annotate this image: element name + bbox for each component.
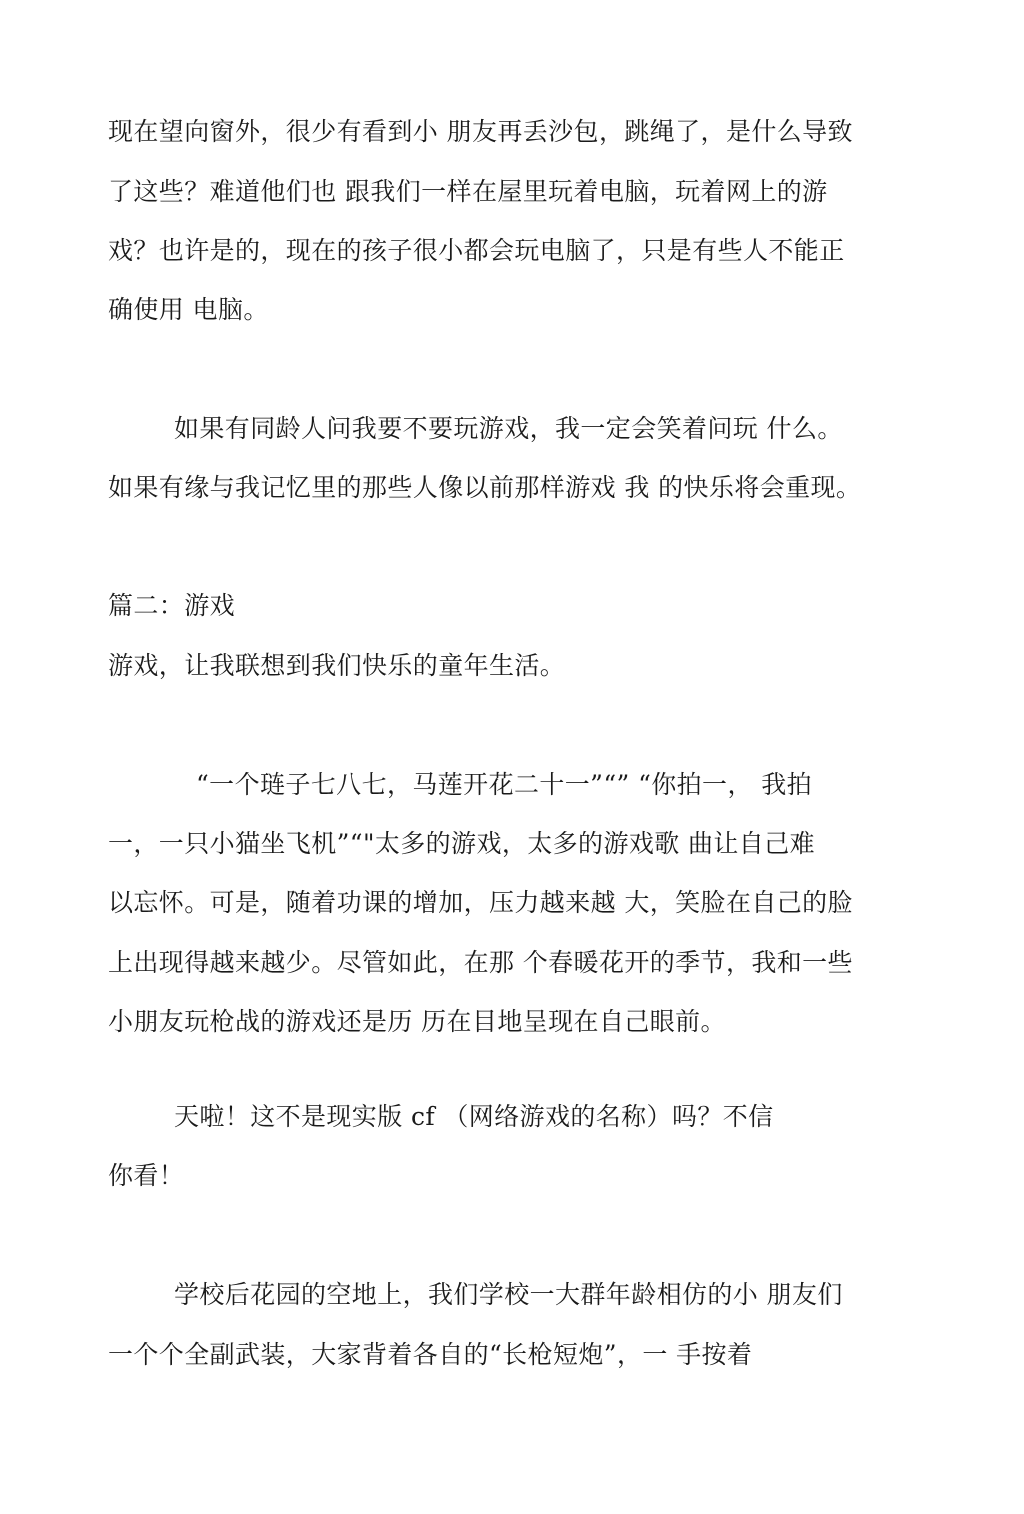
paragraph-5-line-2: 一个个全副武装，大家背着各自的“长枪短炮”，一 手按着 [108,1340,753,1369]
paragraph-1-line-1: 现在望向窗外，很少有看到小 朋友再丢沙包，跳绳了，是什么导致 [108,117,853,146]
section-title: 篇二：游戏 [108,591,236,620]
paragraph-1-line-4: 确使用 电脑。 [108,295,269,324]
paragraph-1-line-3: 戏？也许是的，现在的孩子很小都会玩电脑了，只是有些人不能正 [108,236,845,265]
paragraph-1-line-2: 了这些？难道他们也 跟我们一样在屋里玩着电脑，玩着网上的游 [108,177,828,206]
paragraph-3-line-4: 上出现得越来越少。尽管如此，在那 个春暖花开的季节，我和一些 [108,948,853,977]
paragraph-2-line-2: 如果有缘与我记忆里的那些人像以前那样游戏 我 的快乐将会重现。 [108,473,862,502]
paragraph-3-line-2: 一，一只小猫坐飞机”“"太多的游戏，太多的游戏歌 曲让自己难 [108,829,816,858]
paragraph-4-line-1: 天啦！这不是现实版 cf （网络游戏的名称）吗？不信 [174,1102,774,1131]
paragraph-5-line-1: 学校后花园的空地上，我们学校一大群年龄相仿的小 朋友们 [174,1280,843,1309]
intro-line: 游戏，让我联想到我们快乐的童年生活。 [108,651,566,680]
paragraph-3-line-3: 以忘怀。可是，随着功课的增加，压力越来越 大，笑脸在自己的脸 [108,888,853,917]
paragraph-3-line-5: 小朋友玩枪战的游戏还是历 历在目地呈现在自己眼前。 [108,1007,726,1036]
paragraph-3-line-1: “一个琏子七八七，马莲开花二十一”“” “你拍一， 我拍 [196,770,812,799]
paragraph-4-line-2: 你看！ [108,1161,185,1190]
paragraph-2-line-1: 如果有同龄人问我要不要玩游戏，我一定会笑着问玩 什么。 [174,414,843,443]
